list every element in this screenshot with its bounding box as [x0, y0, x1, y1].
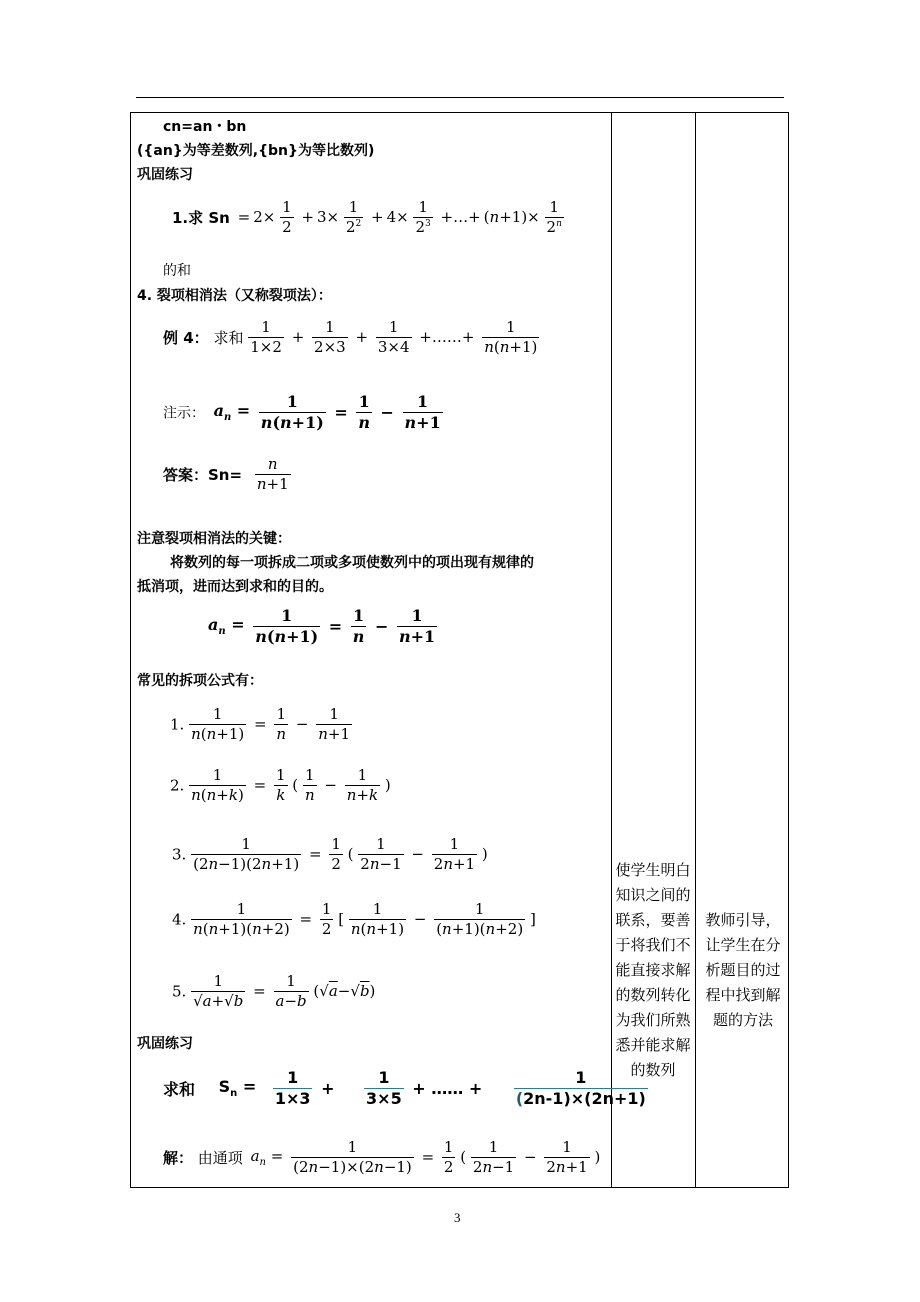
example-4-label: 例 4： — [163, 328, 209, 347]
solution-label: 解： — [163, 1148, 194, 1167]
cn-formula: cn=an・bn — [163, 119, 247, 135]
formula-5-label: 5. — [172, 982, 187, 1001]
formula-4-label: 4. — [172, 910, 187, 929]
hint-label: 注示： — [163, 405, 205, 422]
sequence-note: ({an}为等差数列,{bn}为等比数列) — [137, 143, 375, 159]
sum-label: 求和 — [163, 1080, 196, 1099]
column-divider-1 — [611, 112, 612, 1188]
practice-sum: 求和 $S_n$ = $\frac{1}{1\times 3}$ + $\frac{1}{3\times 5}$ + …… + $\frac{1}{(2n-1)\times(2n+1)}$ — [163, 1068, 646, 1108]
teaching-purpose-note: 使学生明白知识之间的联系，要善于将我们不能直接求解的数列转化为我们所熟悉并能求解的数列 — [615, 861, 691, 1079]
formula-2-label: 2. — [170, 776, 185, 795]
formula-1-label: 1. — [170, 715, 185, 734]
key-formula: $a_n$ = $\frac{1}{n(n+1)}$ = $\frac{1}{n}$ − $\frac{1}{n+1}$ — [208, 606, 436, 646]
exercise-1-label: 1.求 Sn — [172, 208, 230, 227]
header-rule — [136, 97, 784, 98]
practice-heading-1: 巩固练习 — [137, 167, 193, 183]
split-formula-3: 3. $\frac{1}{(2n-1)(2n+1)}$ = $\frac{1}{2}$ ( $\frac{1}{2n-1}$ − $\frac{1}{2n+1}$ ) — [172, 835, 488, 873]
exercise-1-suffix: 的和 — [163, 263, 191, 279]
solution: 解： 由通项 $a_n$ = $\frac{1}{(2n-1)\times(2n-1)}$ = $\frac{1}{2}$ ( $\frac{1}{2n-1}$ − $\frac{1}{2n+1}$ ) — [163, 1138, 601, 1176]
split-formula-2: 2. $\frac{1}{n(n+k)}$ = $\frac{1}{k}$ ( $\frac{1}{n}$ − $\frac{1}{n+k}$ ) — [170, 766, 391, 804]
example-4-text: 求和 — [213, 328, 244, 347]
split-formula-5: 5. $\frac{1}{√a+√b}$ = $\frac{1}{a-b}$ (√a−√b) — [172, 972, 376, 1010]
example-4: 例 4： 求和 $\frac{1}{1\times 2}$ + $\frac{1}{2\times 3}$ + $\frac{1}{3\times 4}$ +……+ $\frac{1}{n(n+1)}$ — [163, 318, 538, 356]
solution-text: 由通项 — [197, 1148, 243, 1167]
common-heading: 常见的拆项公式有： — [137, 673, 263, 689]
key-heading: 注意裂项相消法的关键： — [137, 531, 291, 547]
formula-3-label: 3. — [172, 845, 187, 864]
hint-formula: 注示： $a_n$ = $\frac{1}{n(n+1)}$ = $\frac{1}{n}$ − $\frac{1}{n+1}$ — [163, 392, 441, 432]
exercise-1: 1.求 Sn = 2× $\frac{1}{2}$ + 3× $\frac{1}{2^2}$ + 4× $\frac{1}{2^3}$ +…+ (n+1)× $\frac{1}{2^n}$ — [172, 198, 562, 236]
key-text-2: 抵消项，进而达到求和的目的。 — [137, 579, 333, 595]
column-divider-2 — [695, 112, 696, 1188]
key-text-1: 将数列的每一项拆成二项或多项使数列中的项出现有规律的 — [170, 555, 534, 571]
teacher-guidance-note: 教师引导，让学生在分析题目的过程中找到解题的方法 — [705, 911, 781, 1029]
method-4-heading: 4. 裂项相消法（又称裂项法）： — [137, 288, 332, 304]
split-formula-4: 4. $\frac{1}{n(n+1)(n+2)}$ = $\frac{1}{2}$ [ $\frac{1}{n(n+1)}$ − $\frac{1}{(n+1)(n+2)}$ ] — [172, 900, 536, 938]
answer-label: 答案：Sn= — [163, 465, 243, 484]
page-number: 3 — [454, 1210, 461, 1225]
answer: 答案：Sn= $\frac{n}{n+1}$ — [163, 455, 289, 493]
practice-heading-2: 巩固练习 — [137, 1036, 193, 1052]
split-formula-1: 1. $\frac{1}{n(n+1)}$ = $\frac{1}{n}$ − $\frac{1}{n+1}$ — [170, 705, 351, 743]
